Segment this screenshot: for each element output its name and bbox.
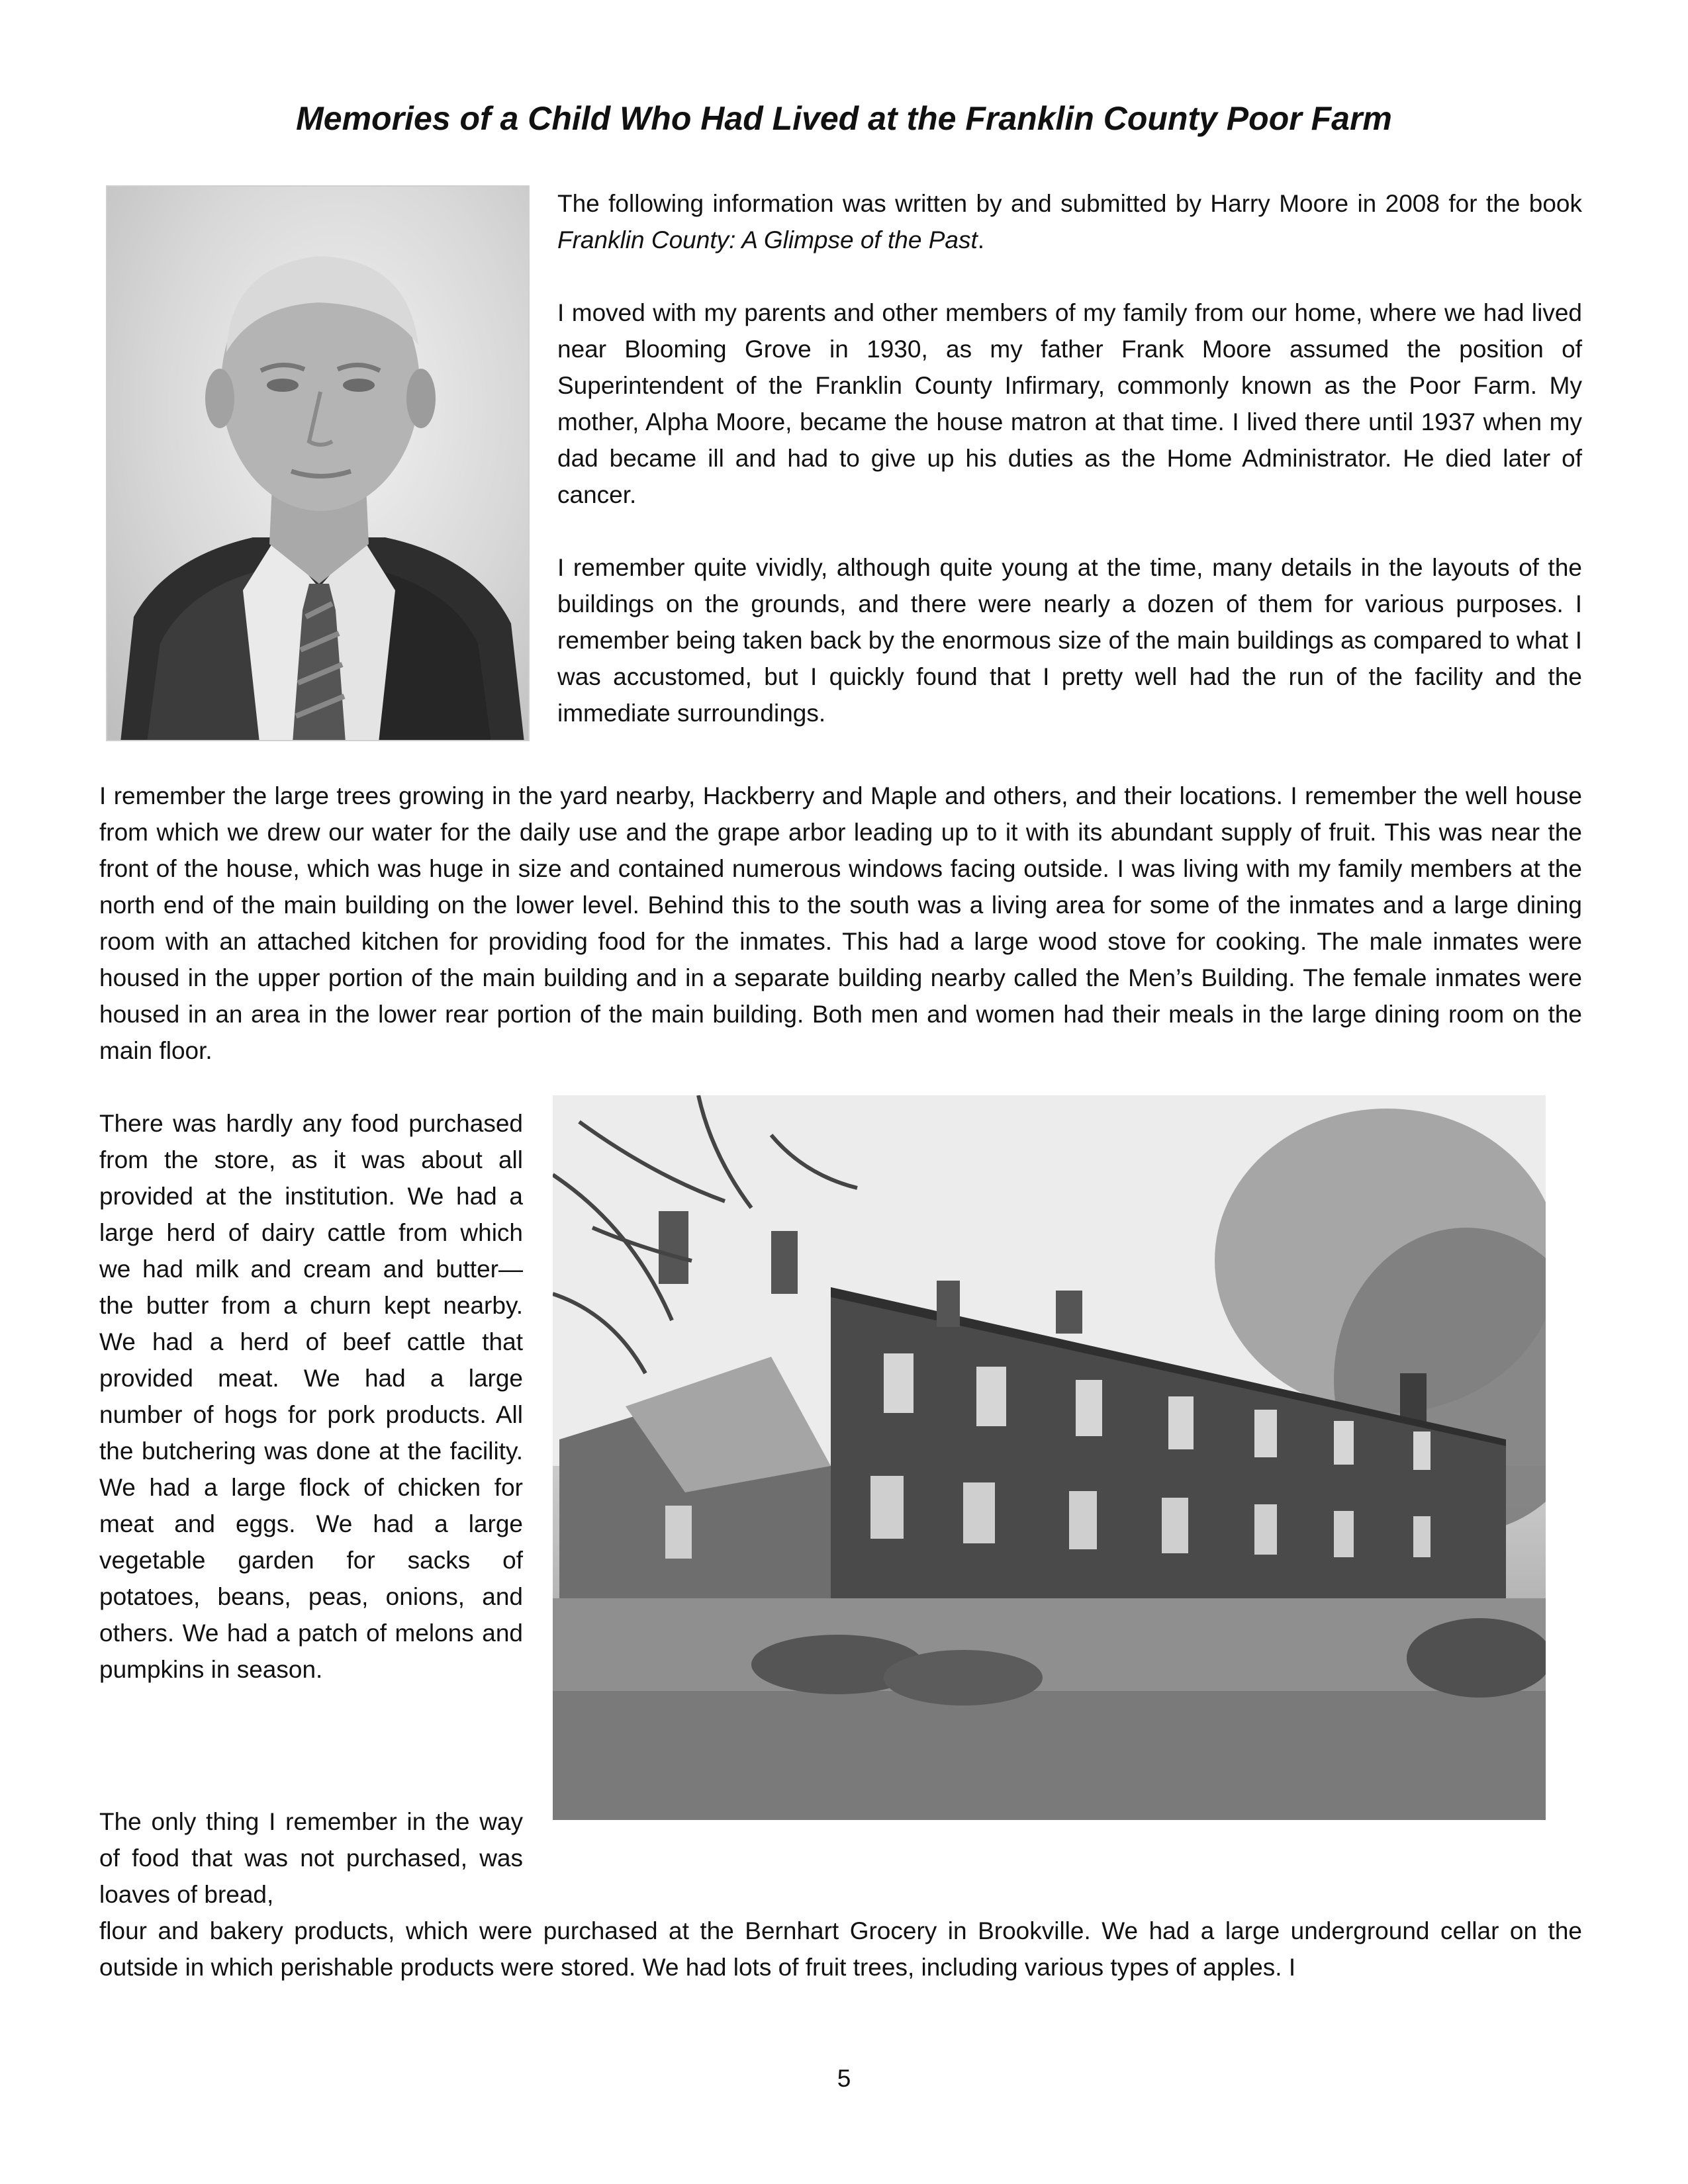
poor-farm-building-photo — [553, 1095, 1546, 1820]
intro-paragraph: The following information was written by and submitted by Harry Moore in 2008 for the book Franklin County: A Glimpse of the Past. — [557, 190, 1582, 253]
portrait-illustration — [107, 187, 530, 741]
page-number: 5 — [837, 2065, 851, 2092]
paragraph-grounds: I remember the large trees growing in the yard nearby, Hackberry and Maple and others, and their locations. I remember the well house from which we drew our water for the daily use and the grape arbor leading up to it with its abundant supply of fruit. This was near the front of the house, which was huge in size and contained numerous windows facing outside. I was living with my family members at the north end of the main building on the lower level. Behind this to the south was a living area for some of the inmates and a large dining room with an attached kitchen for providing food for the inmates. This had a large wood stove for cooking. The male inmates were housed in the upper portion of the main building and in a separate building nearby called the Men’s Building. The female inmates were housed in an area in the lower rear portion of the main building. Both men and women had their meals in the large dining room on the main floor. — [99, 782, 1582, 1064]
paragraph-bakery: flour and bakery products, which were purchased at the Bernhart Grocery in Brookville. We had a large underground cellar on the outside in which perishable products were stored. We had lots of fruit trees, including various types of apples. I — [99, 1917, 1582, 1981]
portrait-photo — [106, 185, 530, 741]
book-title: Franklin County: A Glimpse of the Past — [557, 226, 978, 253]
paragraph-move: I moved with my parents and other members of my family from our home, where we had lived near Blooming Grove in 1930, as my father Frank Moore assumed the position of Superintendent of the Franklin County Infirmary, commonly known as the Poor Farm. My mother, Alpha Moore, became the house matron at that time. I lived there until 1937 when my dad became ill and had to give up his duties as the Home Administrator. He died later of cancer. — [557, 299, 1582, 508]
paragraph-buildings: I remember quite vividly, although quite young at the time, many details in the layouts of the buildings on the grounds, and there were nearly a dozen of them for various purposes. I remember being taken back by the enormous size of the main buildings as compared to what I was accustomed, but I quickly found that I pretty well had the run of the facility and the immediate surroundings. — [557, 554, 1582, 727]
paragraph-food: There was hardly any food purchased from the store, as it was about all provided at the institution. We had a large herd of dairy cattle from which we had milk and cream and butter—the butter from a churn kept nearby. We had a herd of beef cattle that provided meat. We had a large number of hogs for pork products. All the butchering was done at the facility. We had a large flock of chicken for meat and eggs. We had a large vegetable garden for sacks of potatoes, beans, peas, onions, and others. We had a patch of melons and pumpkins in season. — [99, 1110, 523, 1683]
building-illustration — [553, 1095, 1546, 1820]
page-title: Memories of a Child Who Had Lived at the Franklin County Poor Farm — [296, 100, 1392, 137]
paragraph-bread: The only thing I remember in the way of food that was not purchased, was loaves of bread, — [99, 1808, 523, 1908]
